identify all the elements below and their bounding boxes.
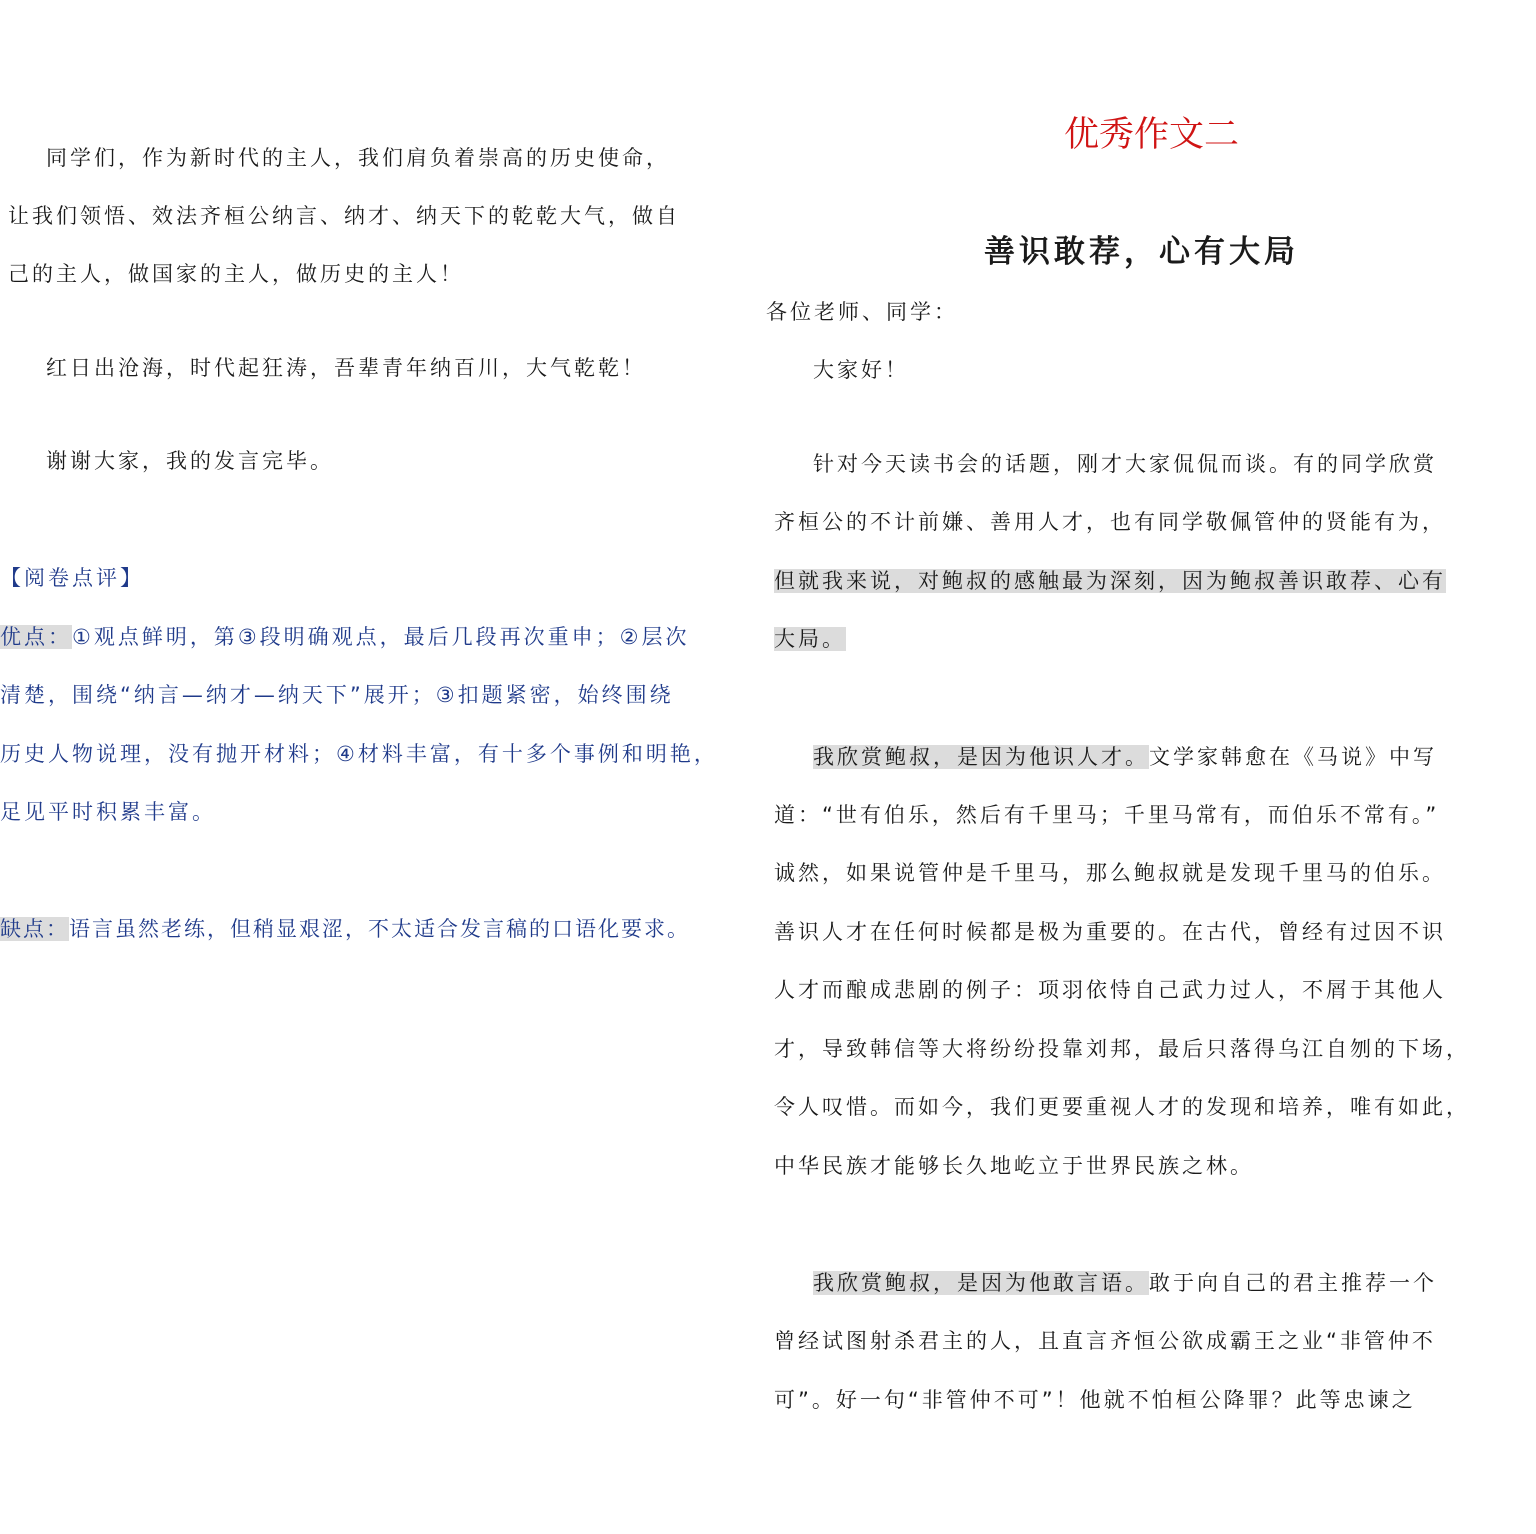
speech-line: 同学们，作为新时代的主人，我们肩负着崇高的历史使命， bbox=[46, 146, 670, 170]
essay-title: 善识敢荐，心有大局 bbox=[984, 234, 1299, 270]
speech-line: 让我们领悟、效法齐桓公纳言、纳才、纳天下的乾乾大气，做自 bbox=[8, 204, 680, 228]
merit-label: 优点： bbox=[0, 625, 72, 649]
topic-sentence: 我欣赏鲍叔，是因为他识人才。 bbox=[813, 745, 1149, 769]
paragraph-line: 人才而酿成悲剧的例子：项羽依恃自己武力过人，不屑于其他人 bbox=[774, 978, 1446, 1002]
paragraph-text: 文学家韩愈在《马说》中写 bbox=[1149, 745, 1437, 769]
speech-line: 己的主人，做国家的主人，做历史的主人！ bbox=[8, 262, 464, 286]
essay-label: 优秀作文二 bbox=[1064, 115, 1240, 155]
flaw-label: 缺点： bbox=[0, 917, 69, 941]
greeting: 大家好！ bbox=[813, 358, 909, 382]
flaw-line bbox=[0, 914, 690, 944]
paragraph-text: 敢于向自己的君主推荐一个 bbox=[1149, 1271, 1437, 1295]
paragraph-line bbox=[813, 742, 1437, 772]
paragraph-line bbox=[774, 566, 1446, 596]
paragraph-line: 道：“世有伯乐，然后有千里马；千里马常有，而伯乐不常有。” bbox=[774, 803, 1440, 827]
paragraph-line: 令人叹惜。而如今，我们更要重视人才的发现和培养，唯有如此， bbox=[774, 1095, 1470, 1119]
paragraph-line: 才，导致韩信等大将纷纷投靠刘邦，最后只落得乌江自刎的下场， bbox=[774, 1037, 1470, 1061]
speech-line: 红日出沧海，时代起狂涛，吾辈青年纳百川，大气乾乾！ bbox=[46, 356, 646, 380]
paragraph-line: 针对今天读书会的话题，刚才大家侃侃而谈。有的同学欣赏 bbox=[813, 452, 1437, 476]
paragraph-line: 可”。好一句“非管仲不可”！他就不怕桓公降罪？此等忠谏之 bbox=[774, 1388, 1416, 1412]
topic-sentence: 我欣赏鲍叔，是因为他敢言语。 bbox=[813, 1271, 1149, 1295]
speech-line: 谢谢大家，我的发言完毕。 bbox=[46, 449, 334, 473]
highlighted-text: 大局。 bbox=[774, 627, 846, 651]
merit-line: 清楚，围绕“纳言—纳才—纳天下”展开；③扣题紧密，始终围绕 bbox=[0, 683, 674, 707]
flaw-text: 语言虽然老练，但稍显艰涩，不太适合发言稿的口语化要求。 bbox=[69, 917, 690, 941]
paragraph-line: 齐桓公的不计前嫌、善用人才，也有同学敬佩管仲的贤能有为， bbox=[774, 510, 1446, 534]
merit-line: 足见平时积累丰富。 bbox=[0, 800, 216, 824]
merit-text: ①观点鲜明，第③段明确观点，最后几段再次重申；②层次 bbox=[72, 625, 690, 649]
review-heading: 【阅卷点评】 bbox=[0, 566, 144, 590]
highlighted-text: 但就我来说，对鲍叔的感触最为深刻，因为鲍叔善识敢荐、心有 bbox=[774, 569, 1446, 593]
salutation: 各位老师、同学： bbox=[766, 300, 958, 324]
paragraph-line: 善识人才在任何时候都是极为重要的。在古代，曾经有过因不识 bbox=[774, 920, 1446, 944]
paragraph-line bbox=[813, 1268, 1437, 1298]
paragraph-line: 曾经试图射杀君主的人，且直言齐恒公欲成霸王之业“非管仲不 bbox=[774, 1329, 1436, 1353]
paragraph-line: 诚然，如果说管仲是千里马，那么鲍叔就是发现千里马的伯乐。 bbox=[774, 861, 1446, 885]
merit-line: 历史人物说理，没有抛开材料；④材料丰富，有十多个事例和明艳， bbox=[0, 742, 718, 766]
paragraph-line bbox=[774, 624, 846, 654]
merit-line bbox=[0, 622, 689, 652]
paragraph-line: 中华民族才能够长久地屹立于世界民族之林。 bbox=[774, 1154, 1254, 1178]
